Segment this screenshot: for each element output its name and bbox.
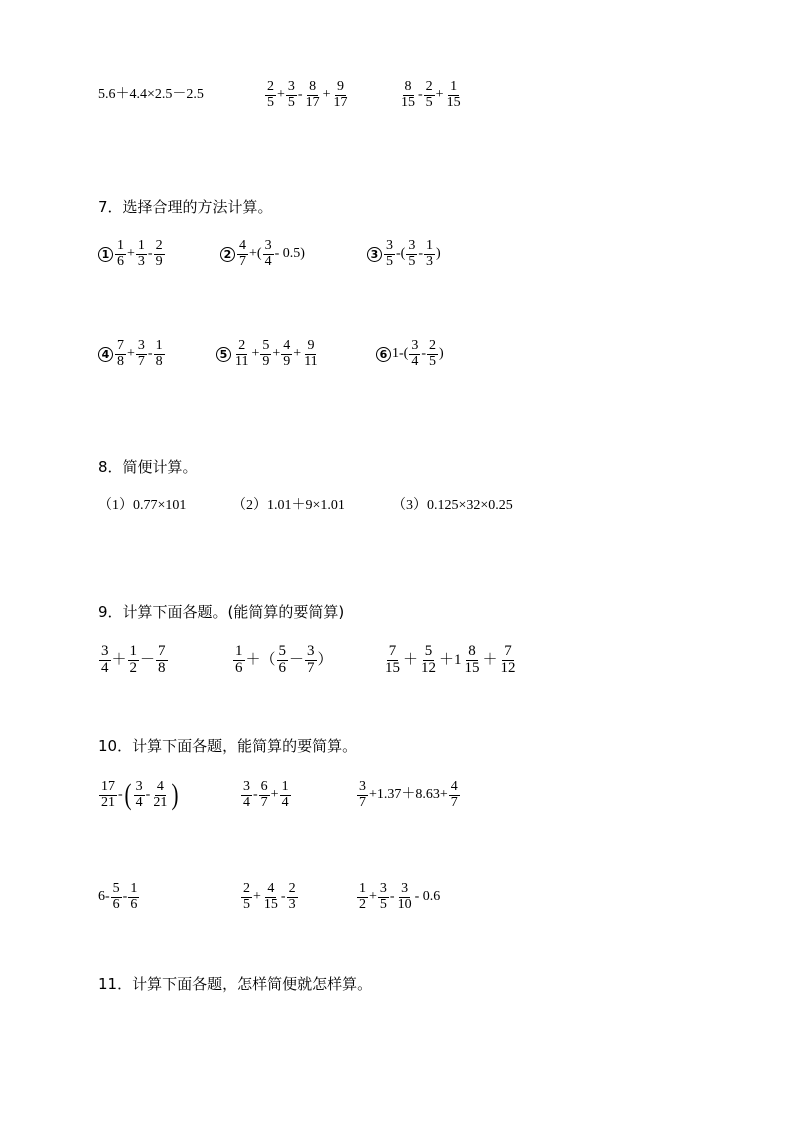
fraction: [384, 239, 395, 269]
fraction-numerator: 3: [135, 778, 143, 794]
fraction-denominator: 5: [379, 896, 387, 912]
operator: －: [289, 651, 305, 668]
fraction-numerator: 5: [112, 880, 120, 896]
math-expression: [264, 79, 350, 111]
fraction: [304, 80, 322, 110]
math-expression: [216, 338, 321, 370]
fraction-numerator: 3: [408, 237, 416, 253]
fraction: [406, 239, 417, 269]
fraction-denominator: 8: [158, 659, 166, 676]
fraction: [115, 339, 126, 369]
fraction: [424, 80, 435, 110]
math-expression: [98, 881, 140, 913]
expression-text: （3）0.125×32×0.25: [392, 498, 513, 513]
fraction-numerator: 2: [429, 337, 436, 353]
fraction-numerator: 2: [155, 237, 163, 253]
math-expression: [98, 644, 169, 676]
fraction-denominator: 2: [359, 896, 366, 912]
fraction-numerator: 2: [243, 880, 250, 896]
fraction: [277, 644, 289, 677]
circled-number-6: 6: [376, 347, 391, 362]
fraction-numerator: 1: [359, 880, 366, 896]
fraction-numerator: 4: [239, 237, 246, 253]
operator: +1.37＋8.63+: [369, 787, 448, 802]
operator: +: [277, 87, 285, 102]
circled-number-4: 4: [98, 347, 113, 362]
math-expression: [376, 338, 444, 370]
fraction-denominator: 11: [304, 353, 318, 369]
math-expression: [240, 779, 292, 811]
math-expression: [392, 490, 513, 522]
fraction-numerator: 3: [359, 778, 366, 794]
fraction-denominator: 6: [278, 659, 287, 676]
fraction: [99, 780, 117, 810]
fraction-numerator: 7: [388, 642, 397, 659]
fraction-numerator: 1: [450, 78, 458, 94]
question-heading-h10: 10．计算下面各题，能简算的要简算。: [98, 737, 358, 755]
fraction: [383, 644, 402, 677]
fraction: [396, 882, 414, 912]
fraction-denominator: 15: [464, 659, 480, 676]
fraction-numerator: 6: [260, 778, 268, 794]
circled-number-3: 3: [367, 247, 382, 262]
operator: ＋: [482, 651, 498, 668]
fraction-numerator: 5: [278, 642, 287, 659]
fraction-denominator: 7: [137, 353, 145, 369]
fraction-denominator: 15: [385, 659, 400, 676]
fraction-numerator: 4: [283, 337, 291, 353]
fraction-denominator: 5: [429, 353, 436, 369]
fraction-numerator: 3: [264, 237, 272, 253]
operator: -: [122, 889, 128, 904]
fraction-denominator: 4: [135, 794, 143, 810]
fraction-denominator: 5: [267, 94, 274, 110]
fraction-denominator: 15: [401, 94, 415, 110]
math-expression: [232, 490, 345, 522]
operator: -: [145, 787, 151, 802]
operator: +: [272, 346, 281, 361]
circled-number-2: 2: [220, 247, 235, 262]
operator: －: [140, 651, 156, 668]
fraction: [287, 882, 298, 912]
fraction-numerator: 2: [267, 78, 274, 94]
question-heading-h8: 8．简便计算。: [98, 458, 198, 476]
fraction: [265, 80, 276, 110]
operator: -: [389, 889, 395, 904]
fraction-numerator: 3: [287, 78, 295, 94]
fraction-denominator: 4: [101, 659, 109, 676]
fraction-numerator: 17: [101, 778, 115, 794]
fraction-denominator: 21: [101, 794, 115, 810]
fraction-numerator: 1: [281, 778, 289, 794]
fraction: [128, 882, 139, 912]
operator: +: [270, 787, 279, 802]
fraction-denominator: 4: [281, 794, 289, 810]
fraction-numerator: 3: [243, 778, 250, 794]
fraction-numerator: 3: [307, 642, 315, 659]
fraction-numerator: 9: [336, 78, 344, 94]
fraction-denominator: 9: [262, 353, 270, 369]
math-expression: [98, 238, 166, 270]
math-expression: [98, 490, 186, 522]
operator: +: [293, 346, 302, 361]
fraction-denominator: 9: [155, 253, 163, 269]
fraction: [115, 239, 126, 269]
question-heading-h7: 7．选择合理的方法计算。: [98, 198, 273, 216]
fraction-denominator: 2: [129, 659, 138, 676]
fraction-denominator: 6: [235, 659, 243, 676]
math-expression: [98, 79, 204, 111]
fraction-denominator: 12: [500, 659, 516, 676]
fraction-numerator: 1: [155, 337, 163, 353]
fraction: [111, 882, 122, 912]
fraction-denominator: 5: [408, 253, 416, 269]
fraction-numerator: 3: [379, 880, 387, 896]
fraction: [331, 80, 349, 110]
expression-text: （2）1.01＋9×1.01: [232, 498, 345, 513]
fraction-numerator: 1: [117, 237, 124, 253]
math-expression: [356, 881, 440, 913]
fraction: [128, 644, 140, 677]
question-heading-h9: 9．计算下面各题。(能简算的要简算): [98, 603, 345, 621]
fraction: [357, 882, 368, 912]
question-heading-h11: 11．计算下面各题，怎样简便就怎样算。: [98, 975, 373, 993]
fraction-numerator: 8: [309, 78, 317, 94]
fraction: [99, 644, 111, 677]
fraction-numerator: 1: [130, 880, 138, 896]
fraction-numerator: 8: [468, 642, 476, 659]
operator: ＋: [403, 651, 419, 668]
fraction-numerator: 4: [267, 880, 275, 896]
fraction: [154, 339, 165, 369]
fraction-denominator: 7: [307, 659, 315, 676]
fraction-numerator: 7: [117, 337, 124, 353]
fraction-denominator: 8: [117, 353, 124, 369]
fraction: [399, 80, 417, 110]
fraction-denominator: 6: [112, 896, 120, 912]
math-expression: [398, 79, 464, 111]
fraction-denominator: 15: [446, 94, 461, 110]
fraction: [427, 339, 438, 369]
fraction-numerator: 2: [238, 337, 246, 353]
operator: ＋1: [439, 651, 462, 668]
fraction: [134, 780, 145, 810]
fraction: [241, 780, 252, 810]
fraction-denominator: 21: [153, 794, 168, 810]
fraction-denominator: 7: [359, 794, 366, 810]
fraction-denominator: 17: [333, 94, 348, 110]
fraction: [260, 339, 271, 369]
fraction-denominator: 7: [450, 794, 458, 810]
fraction: [445, 80, 463, 110]
operator: ): [436, 246, 441, 261]
operator: -: [147, 346, 153, 361]
fraction: [286, 80, 297, 110]
operator: -: [297, 87, 303, 102]
operator: ）: [317, 651, 333, 668]
fraction: [136, 339, 147, 369]
fraction: [302, 339, 319, 369]
fraction: [156, 644, 168, 677]
operator: -: [418, 87, 423, 102]
operator: +: [435, 87, 444, 102]
fraction-numerator: 3: [411, 337, 419, 353]
fraction-numerator: 8: [404, 78, 412, 94]
fraction-denominator: 6: [130, 896, 138, 912]
expression-text: 5.6＋4.4×2.5－2.5: [98, 87, 204, 102]
fraction-denominator: 6: [117, 253, 124, 269]
math-expression: [382, 644, 519, 676]
fraction: [305, 644, 317, 677]
large-parenthesis: (: [124, 778, 132, 811]
fraction-numerator: 3: [401, 880, 409, 896]
fraction: [263, 239, 274, 269]
operator: -: [280, 889, 286, 904]
fraction-denominator: 15: [263, 896, 278, 912]
operator: +: [253, 889, 261, 904]
fraction: [259, 780, 270, 810]
operator: ＋: [111, 651, 127, 668]
operator: +(: [249, 246, 262, 261]
operator: -: [418, 246, 423, 261]
fraction-numerator: 2: [288, 880, 296, 896]
fraction-numerator: 2: [425, 78, 433, 94]
operator: ): [439, 346, 444, 361]
fraction: [262, 882, 280, 912]
fraction: [378, 882, 389, 912]
math-expression: [98, 779, 180, 811]
fraction: [357, 780, 368, 810]
operator: - 0.5): [274, 246, 305, 261]
fraction-numerator: 5: [262, 337, 270, 353]
fraction-denominator: 8: [155, 353, 163, 369]
fraction: [151, 780, 169, 810]
fraction: [233, 644, 245, 677]
fraction-denominator: 17: [305, 94, 320, 110]
fraction-denominator: 7: [260, 794, 268, 810]
circled-number-1: 1: [98, 247, 113, 262]
fraction-numerator: 1: [235, 642, 243, 659]
math-expression: [220, 238, 305, 270]
fraction: [419, 644, 438, 677]
circled-number-5: 5: [216, 347, 231, 362]
math-expression: [240, 881, 299, 913]
fraction: [233, 339, 250, 369]
fraction-numerator: 7: [158, 642, 166, 659]
fraction-numerator: 4: [156, 778, 164, 794]
operator: -: [421, 346, 426, 361]
fraction: [424, 239, 435, 269]
operator: 6-: [98, 889, 110, 904]
fraction-numerator: 9: [307, 337, 315, 353]
math-expression: [98, 338, 166, 370]
fraction-denominator: 12: [421, 659, 437, 676]
fraction-denominator: 3: [426, 253, 433, 269]
operator: -(: [396, 246, 406, 261]
fraction-denominator: 10: [397, 896, 412, 912]
fraction: [463, 644, 482, 677]
operator: +: [127, 246, 135, 261]
fraction-numerator: 3: [101, 642, 109, 659]
operator: - 0.6: [414, 889, 441, 904]
operator: -: [253, 787, 258, 802]
fraction: [409, 339, 420, 369]
fraction: [499, 644, 518, 677]
operator: 1-(: [392, 346, 409, 361]
fraction-denominator: 3: [288, 896, 296, 912]
math-expression: [367, 238, 441, 270]
fraction-numerator: 7: [504, 642, 512, 659]
fraction-denominator: 3: [137, 253, 145, 269]
fraction-numerator: 1: [129, 642, 138, 659]
fraction-denominator: 11: [235, 353, 249, 369]
fraction: [449, 780, 460, 810]
large-parenthesis: ): [171, 778, 179, 811]
fraction-denominator: 7: [239, 253, 246, 269]
fraction-denominator: 5: [243, 896, 250, 912]
fraction-denominator: 4: [411, 353, 419, 369]
fraction-numerator: 1: [426, 237, 433, 253]
fraction-numerator: 1: [137, 237, 145, 253]
fraction-numerator: 4: [450, 778, 458, 794]
fraction-denominator: 5: [425, 94, 433, 110]
fraction-denominator: 5: [287, 94, 295, 110]
operator: +: [369, 889, 377, 904]
fraction: [280, 780, 291, 810]
fraction-numerator: 3: [386, 237, 393, 253]
fraction-numerator: 3: [137, 337, 145, 353]
operator: ＋（: [245, 651, 276, 668]
math-expression: [356, 779, 461, 811]
fraction: [281, 339, 292, 369]
fraction: [136, 239, 147, 269]
operator: +: [251, 346, 260, 361]
fraction-numerator: 5: [424, 642, 433, 659]
operator: -: [147, 246, 153, 261]
operator: +: [322, 87, 331, 102]
fraction-denominator: 5: [386, 253, 393, 269]
fraction-denominator: 4: [243, 794, 250, 810]
fraction: [154, 239, 165, 269]
fraction: [241, 882, 252, 912]
fraction-denominator: 4: [264, 253, 272, 269]
operator: -: [118, 787, 123, 802]
expression-text: （1）0.77×101: [98, 498, 187, 513]
fraction: [237, 239, 248, 269]
math-expression: [232, 644, 333, 676]
fraction-denominator: 9: [283, 353, 291, 369]
operator: +: [127, 346, 135, 361]
